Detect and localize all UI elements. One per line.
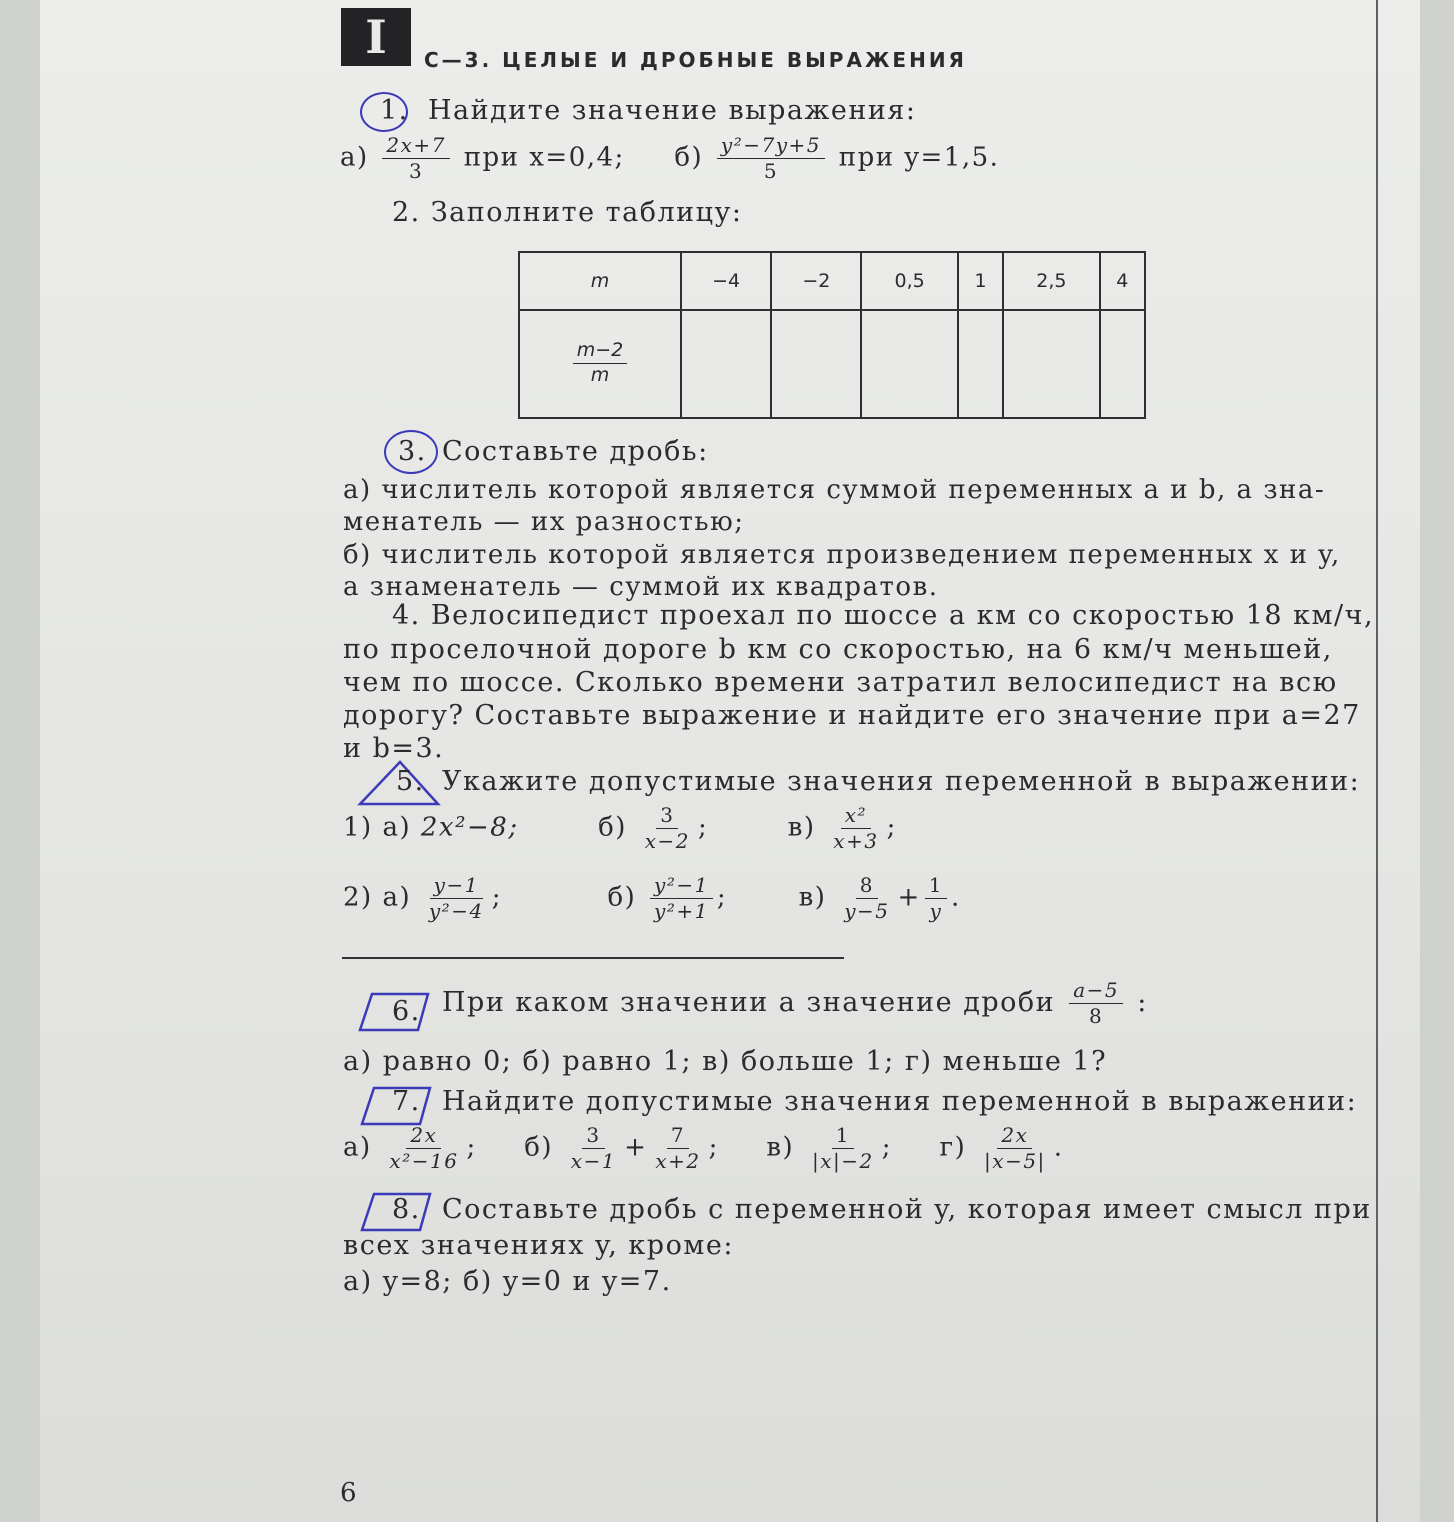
problem-8-line: а) y=8; б) y=0 и y=7. [343,1266,672,1297]
label-a: а) [340,142,369,173]
fraction-7a: $\frac{2x}{\text{x²−16}}$ [389,1123,459,1173]
problem-4-line: по проселочной дороге b км со скоростью, на 6 км/ч меньшей, [343,634,1333,665]
fraction-5-2v2: $\frac{1}{y}$ [925,875,947,922]
problem-3-line: менатель — их разностью; [343,507,745,537]
fraction-1a: $\frac{2x+7}{3}$ [382,135,450,182]
fraction-6: $\frac{a-5}{8}$ [1069,980,1123,1027]
problem-3-number: 3. [398,436,427,467]
divider-line [342,957,844,959]
problem-3-line: а) числитель которой является суммой переменных a и b, а зна- [343,475,1326,505]
label-b: б) [674,142,704,173]
problem-4-line: чем по шоссе. Сколько времени затратил велосипедист на всю [343,667,1338,698]
table-row [519,310,1145,418]
problem-4-line: и b=3. [343,733,445,764]
table-cell: 0,5 [861,252,957,310]
section-tab: I [341,8,411,66]
table-cell-fraction: $\frac{m-2}{m}$ [519,310,681,418]
problem-5-number: 5. [396,766,425,797]
problem-1-parts [340,135,999,182]
problem-7-number: 7. [392,1086,421,1117]
table-cell: 2,5 [1003,252,1099,310]
fraction-5-1v: $\frac{\text{x²}}{x+3}$ [833,803,879,853]
problem-5-text: Укажите допустимые значения переменной в выражении: [442,766,1361,797]
table-cell-empty [681,310,771,418]
problem-8-line: всех значениях y, кроме: [343,1230,734,1261]
problem-3-line: б) числитель которой является произведением переменных x и y, [343,540,1341,570]
table-cell-empty [1003,310,1099,418]
problem-3-text: Составьте дробь: [442,436,709,467]
page-edge-line [1376,0,1378,1522]
table-cell: −2 [771,252,861,310]
fraction-7b1: $\frac{3}{x-1}$ [570,1123,617,1173]
problem-4-line: дорогу? Составьте выражение и найдите его значение при a=27 [343,700,1361,731]
fraction-7b2: $\frac{7}{x+2}$ [655,1123,701,1173]
page-number: 6 [340,1478,357,1508]
condition-1a: при x=0,4; [463,142,625,173]
table-cell: 4 [1100,252,1145,310]
table-cell-empty [1100,310,1145,418]
problem-6-text: При каком значении a значение дроби $\frac{a-5}{8}$ : [442,978,1148,1028]
problem-7-parts: а) $\frac{2x}{\text{x²−16}}$ ; б) $\frac{3}{x-1}$ + $\frac{7}{x+2}$ ; в) $\frac{1}{|x|-2}$ ; г) $\frac{2x}{|x-5|}$ . [343,1123,1064,1173]
problem-8-number: 8. [392,1194,421,1225]
problem-5-row-1: 1) а) 2x²−8; б) $\frac{3}{x-2}$ ; в) $\frac{\text{x²}}{x+3}$ ; [343,803,897,853]
fill-table [518,251,1146,419]
problem-4-line: 4. Велосипедист проехал по шоссе a км со скоростью 18 км/ч, [392,600,1375,631]
problem-1-number: 1. [380,95,409,126]
fraction-5-2a: $\frac{y-1}{\text{y²−4}}$ [428,873,484,923]
fraction-5-2v1: $\frac{8}{y-5}$ [844,873,890,923]
condition-1b: при y=1,5. [838,142,1000,173]
problem-3-line: а знаменатель — суммой их квадратов. [343,572,939,602]
fraction-5-2b: $\frac{\text{y²−1}}{\text{y²+1}}$ [650,875,713,922]
problem-1-text: Найдите значение выражения: [428,95,917,126]
table-cell: 1 [958,252,1003,310]
table-cell-empty [958,310,1003,418]
problem-6-answers: а) равно 0; б) равно 1; в) больше 1; г) меньше 1? [343,1046,1108,1077]
fraction-7v: $\frac{1}{|x|-2}$ [811,1123,874,1173]
problem-2-text: 2. Заполните таблицу: [392,197,743,228]
problem-5-row-2: 2) а) $\frac{y-1}{\text{y²−4}}$ ; б) $\frac{\text{y²−1}}{\text{y²+1}}$ ; в) $\frac{8}{y-5}$ + $\frac{1}{y}$ . [343,873,961,923]
fraction-7g: $\frac{2x}{|x-5|}$ [984,1123,1046,1173]
fraction-1b: $\frac{\text{y²−7y+5}}{5}$ [717,135,825,182]
problem-6-number: 6. [392,996,421,1027]
section-header: С—3. ЦЕЛЫЕ И ДРОБНЫЕ ВЫРАЖЕНИЯ [424,48,967,72]
fraction-5-1b: $\frac{3}{x-2}$ [644,803,690,853]
table-cell-m: m [519,252,681,310]
table-row [519,252,1145,310]
problem-8-line: Составьте дробь с переменной y, которая имеет смысл при [442,1194,1372,1225]
problem-7-text: Найдите допустимые значения переменной в выражении: [442,1086,1358,1117]
table-cell-empty [771,310,861,418]
textbook-page [40,0,1420,1522]
table-cell-empty [861,310,957,418]
table-cell: −4 [681,252,771,310]
